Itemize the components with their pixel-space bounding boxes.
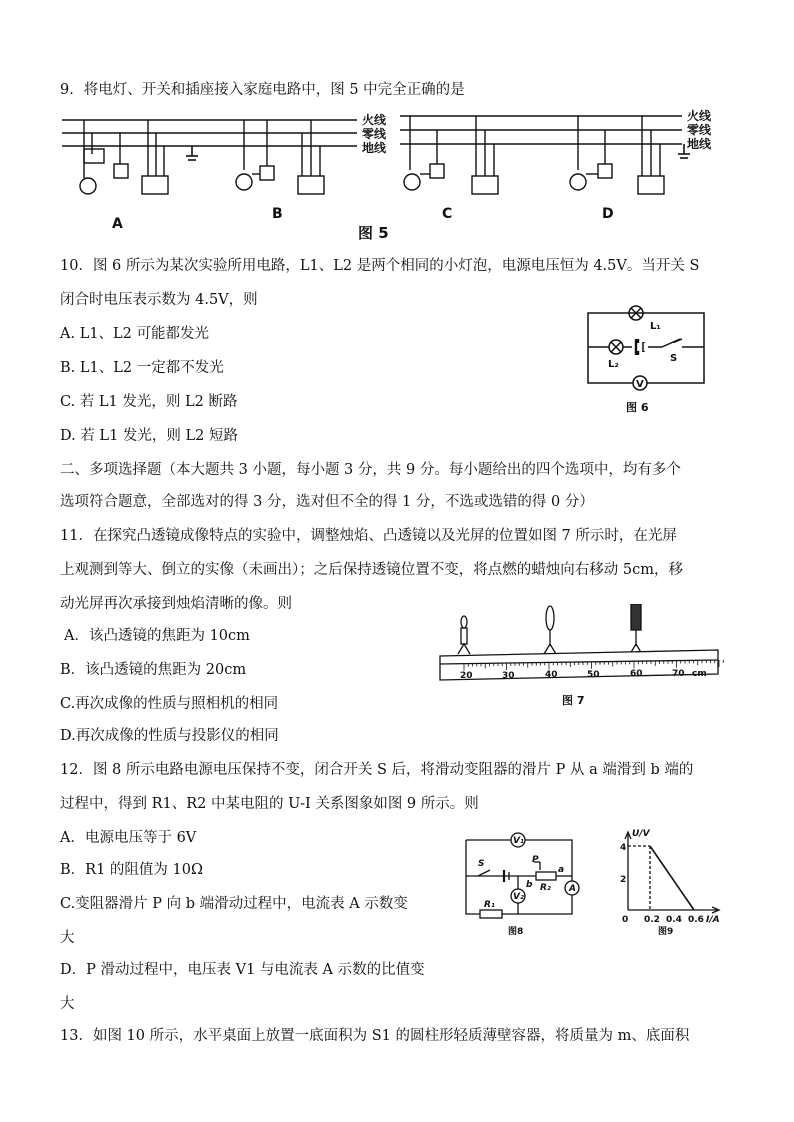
q11-line-2: 上观测到等大、倒立的实像（未画出）；之后保持透镜位置不变，将点燃的蜡烛向右移动 5cm，移 [60, 562, 683, 578]
ruler-tick-60: 60 [630, 669, 643, 679]
q12-option-c-line-2: 大 [60, 930, 75, 946]
fig9-xtick-0: 0 [622, 915, 629, 925]
fig8-label-a: a [558, 865, 565, 875]
q10-option-c: C. 若 L1 发光，则 L2 断路 [60, 394, 238, 410]
ruler-tick-20: 20 [460, 671, 473, 681]
fig9-data-line [650, 846, 694, 910]
figure-8 [462, 830, 592, 940]
fig9-xtick-06: 0.6 [688, 915, 704, 925]
q11-option-c: C.再次成像的性质与照相机的相同 [60, 696, 279, 712]
figure-9 [608, 826, 738, 938]
fig8-label-p: P [532, 855, 539, 865]
figure-9-label: 图9 [658, 927, 674, 937]
q12-option-b: B．R1 的阻值为 10Ω [60, 862, 203, 878]
q11-option-a: A．该凸透镜的焦距为 10cm [64, 628, 250, 644]
q11-line-3: 动光屏再次承接到烛焰清晰的像。则 [60, 596, 292, 612]
fig8-label-r1: R₁ [484, 900, 495, 910]
figure-6-label: 图 6 [626, 401, 649, 414]
fig9-ylabel: U/V [632, 829, 650, 839]
ruler-tick-30: 30 [502, 671, 515, 681]
fig8-label-s: S [478, 859, 485, 869]
panel-label-c: C [442, 206, 453, 222]
q10-option-a: A. L1、L2 可能都发光 [60, 326, 210, 342]
section2-line-1: 二、多项选择题（本大题共 3 小题，每小题 3 分，共 9 分。每小题给出的四个选项中，均有多个 [60, 462, 681, 478]
q12-option-d-line-1: D．P 滑动过程中，电压表 V1 与电流表 A 示数的比值变 [60, 962, 425, 978]
figure-7-label: 图 7 [562, 694, 585, 707]
ruler-tick-40: 40 [545, 670, 558, 680]
q10-line-1: 10．图 6 所示为某次实验所用电路，L1、L2 是两个相同的小灯泡，电源电压恒为 4.5V。当开关 S [60, 258, 700, 274]
fig8-label-v1: V₁ [513, 836, 524, 846]
ruler-tick-50: 50 [587, 670, 600, 680]
panel-label-b: B [272, 206, 283, 222]
figure-8-label: 图8 [508, 927, 524, 937]
figure-5-label: 图 5 [358, 224, 389, 242]
q11-line-1: 11．在探究凸透镜成像特点的实验中，调整烛焰、凸透镜以及光屏的位置如图 7 所示时，在光屏 [60, 528, 677, 544]
fig8-label-ammeter: A [569, 884, 576, 894]
fig8-label-r2: R₂ [540, 883, 551, 893]
fig9-ytick-4: 4 [620, 843, 627, 853]
wire-ground-label-right: 地线 [687, 137, 712, 151]
q10-option-d: D. 若 L1 发光，则 L2 短路 [60, 428, 238, 444]
ruler-unit: cm [692, 669, 707, 679]
fig8-label-v2: V₂ [513, 892, 524, 902]
fig9-xtick-02: 0.2 [644, 915, 660, 925]
q9-text: 9．将电灯、开关和插座接入家庭电路中，图 5 中完全正确的是 [60, 82, 465, 98]
q11-option-b: B．该凸透镜的焦距为 20cm [60, 662, 247, 678]
section2-line-2: 选项符合题意，全部选对的得 3 分，选对但不全的得 1 分，不选或选错的得 0 分） [60, 494, 594, 510]
q12-line-1: 12．图 8 所示电路电源电压保持不变，闭合开关 S 后，将滑动变阻器的滑片 P 从 a 端滑到 b 端的 [60, 762, 694, 778]
q12-option-a: A．电源电压等于 6V [60, 830, 197, 846]
q10-option-b: B. L1、L2 一定都不发光 [60, 360, 224, 376]
ruler-tick-70: 70 [672, 669, 685, 679]
fig9-xtick-04: 0.4 [666, 915, 682, 925]
wire-neutral-label-left: 零线 [362, 127, 387, 141]
q13-line-1: 13．如图 10 所示，水平桌面上放置一底面积为 S1 的圆柱形轻质薄壁容器，将质量为 m、底面积 [60, 1028, 690, 1044]
panel-label-a: A [112, 216, 123, 232]
figure-7 [434, 604, 724, 714]
q10-line-2: 闭合时电压表示数为 4.5V，则 [60, 292, 258, 308]
fig6-label-l1: L₁ [650, 321, 661, 332]
fig6-label-l2: L₂ [608, 359, 619, 370]
panel-label-d: D [602, 206, 614, 222]
wire-live-label-left: 火线 [362, 113, 387, 127]
wire-neutral-label-right: 零线 [687, 123, 712, 137]
q11-option-d: D.再次成像的性质与投影仪的相同 [60, 728, 279, 744]
fig6-label-s: S [670, 353, 678, 364]
fig6-label-v: V [636, 379, 644, 390]
q12-option-c-line-1: C.变阻器滑片 P 向 b 端滑动过程中，电流表 A 示数变 [60, 896, 408, 912]
fig9-xlabel: I/A [706, 915, 720, 925]
q12-line-2: 过程中，得到 R1、R2 中某电阻的 U-I 关系图象如图 9 所示。则 [60, 796, 479, 812]
wire-live-label-right: 火线 [687, 109, 712, 123]
figure-5 [62, 104, 762, 244]
q12-option-d-line-2: 大 [60, 996, 75, 1012]
wire-ground-label-left: 地线 [362, 141, 387, 155]
fig8-label-b: b [526, 880, 533, 890]
figure-6 [578, 305, 718, 417]
fig9-ytick-2: 2 [620, 875, 627, 885]
